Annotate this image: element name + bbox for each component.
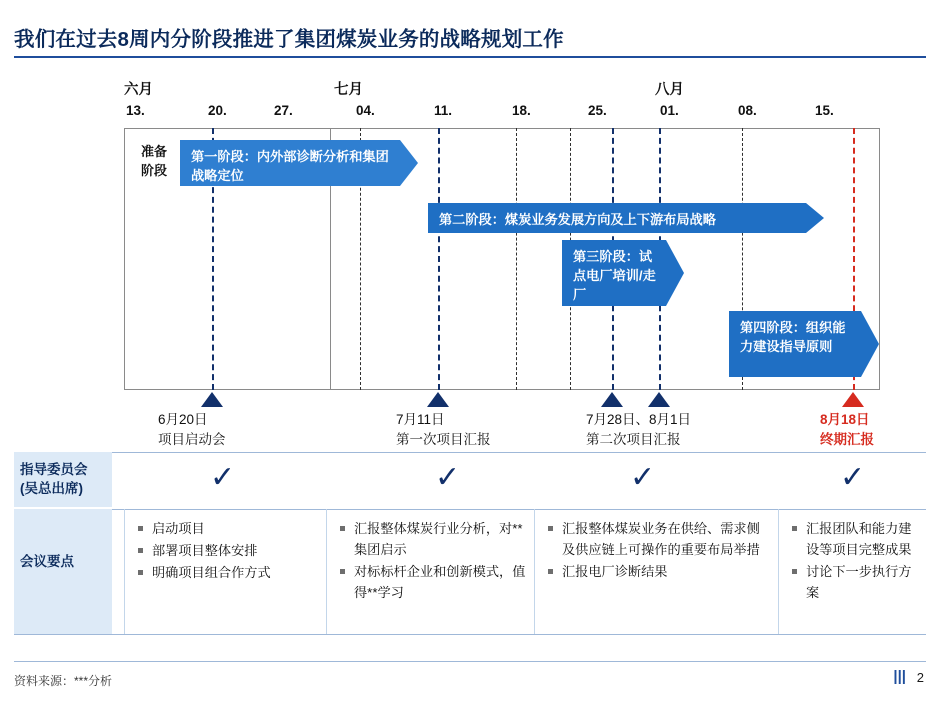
phase-3-arrow-icon: [666, 240, 684, 306]
week-label-27: 27.: [274, 103, 293, 118]
milestone-label-second-report: [586, 410, 691, 450]
meeting-points-col-1: [136, 518, 318, 584]
milestone-second-report-date: 7月28日、8月1日: [586, 412, 692, 427]
week-label-20: 20.: [208, 103, 227, 118]
milestone-marker-aug01-icon: [648, 392, 670, 407]
month-label-july: 七月: [334, 82, 363, 98]
milestone-label-kickoff: [158, 410, 226, 450]
committee-check-kickoff: ✓: [210, 460, 236, 495]
meeting-points-col-3: [546, 518, 770, 583]
phase-4-bar: [729, 311, 861, 377]
phase-1-arrow-icon: [400, 140, 418, 186]
milestone-final-report-date: 8月18日: [820, 412, 870, 427]
milestone-marker-jul28-icon: [601, 392, 623, 407]
phase-2-label: 第二阶段：煤炭业务发展方向及上下游布局战略: [439, 212, 716, 227]
prep-stage-label: 准备 阶段: [140, 144, 167, 178]
week-label-15: 15.: [815, 103, 834, 118]
meeting-points-top-divider: [14, 509, 926, 510]
page-number: 2: [916, 670, 924, 685]
list-item: 汇报整体煤炭行业分析，对**集团启示: [338, 518, 526, 560]
col-separator-3: [534, 509, 535, 634]
col-separator-2: [326, 509, 327, 634]
footer-divider: [14, 661, 926, 662]
brand-mark-icon: |||: [893, 668, 906, 685]
week-label-01: 01.: [660, 103, 679, 118]
page-title: 我们在过去8周内分阶段推进了集团煤炭业务的战略规划工作: [14, 28, 564, 51]
milestone-marker-kickoff-icon: [201, 392, 223, 407]
phase-1-bar: [180, 140, 400, 186]
col-separator-4: [778, 509, 779, 634]
list-item: 对标标杆企业和创新模式，值得**学习: [338, 561, 526, 603]
list-item: 汇报整体煤炭业务在供给、需求侧及供应链上可操作的重要布局举措: [546, 518, 770, 560]
list-item: 明确项目组合作方式: [136, 562, 318, 583]
milestone-label-final-report: [820, 410, 874, 450]
phase-1-label: 第一阶段：内外部诊断分析和集团战略定位: [191, 149, 389, 183]
month-label-june: 六月: [124, 82, 153, 98]
committee-check-first-report: ✓: [435, 460, 461, 495]
list-item: 启动项目: [136, 518, 318, 539]
meeting-points-bottom-divider: [14, 634, 926, 635]
phase-3-bar: [562, 240, 666, 306]
title-divider: [14, 56, 926, 58]
week-label-11: 11.: [434, 103, 453, 118]
week-label-13: 13.: [126, 103, 145, 118]
milestone-first-report-date: 7月11日: [396, 412, 445, 427]
phase-3-label: 第三阶段：试点电厂培训/走厂: [573, 249, 656, 302]
week-label-25: 25.: [588, 103, 607, 118]
month-label-august: 八月: [655, 82, 684, 98]
committee-check-final-report: ✓: [840, 460, 866, 495]
committee-row-top-divider: [14, 452, 926, 453]
week-label-04: 04.: [356, 103, 375, 118]
gridline-jul11: [438, 128, 440, 390]
committee-check-second-report: ✓: [630, 460, 656, 495]
phase-4-label: 第四阶段：组织能力建设指导原则: [740, 320, 846, 354]
milestone-kickoff-date: 6月20日: [158, 412, 208, 427]
phase-2-arrow-icon: [806, 203, 824, 233]
milestone-marker-first-report-icon: [427, 392, 449, 407]
meeting-points-col-2: [338, 518, 526, 604]
week-label-18: 18.: [512, 103, 531, 118]
list-item: 讨论下一步执行方案: [790, 561, 922, 603]
list-item: 汇报团队和能力建设等项目完整成果: [790, 518, 922, 560]
milestone-marker-final-icon: [842, 392, 864, 407]
milestone-final-report-title: 终期汇报: [820, 432, 874, 447]
milestone-second-report-title: 第二次项目汇报: [586, 432, 681, 447]
phase-2-bar: [428, 203, 806, 233]
milestone-label-first-report: [396, 410, 491, 450]
milestone-first-report-title: 第一次项目汇报: [396, 432, 491, 447]
gridline-jul18: [516, 128, 517, 390]
committee-row-label: 指导委员会 (吴总出席): [14, 452, 112, 507]
meeting-points-label: 会议要点: [14, 509, 112, 634]
week-label-08: 08.: [738, 103, 757, 118]
source-note: 资料来源：***分析: [14, 674, 113, 688]
milestone-kickoff-title: 项目启动会: [158, 432, 226, 447]
meeting-points-col-4: [790, 518, 922, 604]
col-separator-1: [124, 509, 125, 634]
phase-4-arrow-icon: [861, 311, 879, 377]
list-item: 汇报电厂诊断结果: [546, 561, 770, 582]
list-item: 部署项目整体安排: [136, 540, 318, 561]
